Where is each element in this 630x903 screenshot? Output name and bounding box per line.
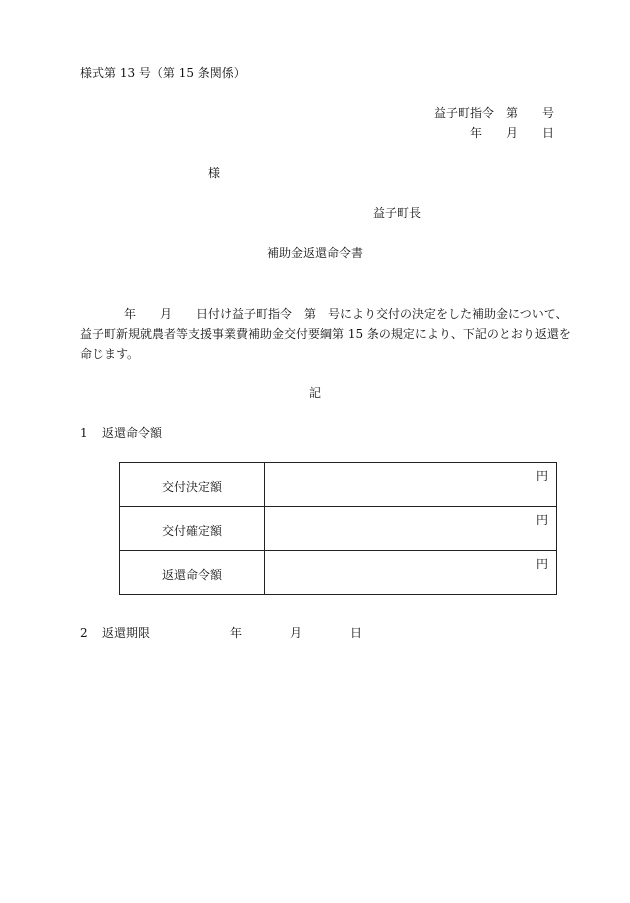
addressee: 様 (208, 166, 221, 180)
document-title: 補助金返還命令書 (266, 246, 363, 260)
document-number-dai: 第 (506, 106, 519, 120)
amount-cell-decision (265, 463, 557, 507)
row-label-decision: 交付決定額 (120, 463, 265, 507)
body-line-1 (80, 304, 568, 324)
section-1-label: 返還命令額 (102, 426, 163, 440)
return-deadline-year: 年 (230, 626, 243, 640)
issue-date-month: 月 (506, 126, 519, 140)
issue-date-year: 年 (470, 126, 483, 140)
document-number-prefix: 益子町指令 (434, 106, 495, 120)
body-line-3: 命じます。 (80, 347, 140, 361)
amount-cell-confirmed (265, 507, 557, 551)
amounts-table (119, 462, 557, 595)
document-number-go: 号 (542, 106, 555, 120)
yen-unit: 円 (535, 469, 548, 483)
section-2-label: 返還期限 (102, 626, 151, 640)
issue-date-day: 日 (542, 126, 555, 140)
yen-unit: 円 (535, 513, 548, 527)
return-deadline-day: 日 (350, 626, 363, 640)
section-1-heading (80, 426, 162, 440)
body-line-1-rest: 日付け益子町指令 第 号により交付の決定をした補助金について、 (196, 307, 568, 321)
amount-cell-return-order (265, 551, 557, 595)
issue-date (470, 126, 554, 140)
table-row (120, 507, 557, 551)
section-2-number: 2 (80, 626, 88, 640)
document-number (434, 106, 554, 120)
yen-unit: 円 (535, 557, 548, 571)
ki-heading: 記 (308, 386, 321, 400)
section-2-heading (80, 626, 362, 640)
return-deadline-month: 月 (290, 626, 303, 640)
row-label-return-order: 返還命令額 (120, 551, 265, 595)
section-1-number: 1 (80, 426, 88, 440)
row-label-confirmed: 交付確定額 (120, 507, 265, 551)
body-month: 月 (160, 307, 173, 321)
form-number: 様式第 13 号（第 15 条関係） (80, 66, 246, 80)
issuer: 益子町長 (373, 206, 422, 220)
body-text (80, 304, 571, 364)
body-line-2: 益子町新規就農者等支援事業費補助金交付要綱第 15 条の規定により、下記のとおり返還を (80, 327, 571, 341)
body-year: 年 (124, 307, 137, 321)
table-row (120, 551, 557, 595)
table-row (120, 463, 557, 507)
return-deadline-date (230, 626, 362, 640)
